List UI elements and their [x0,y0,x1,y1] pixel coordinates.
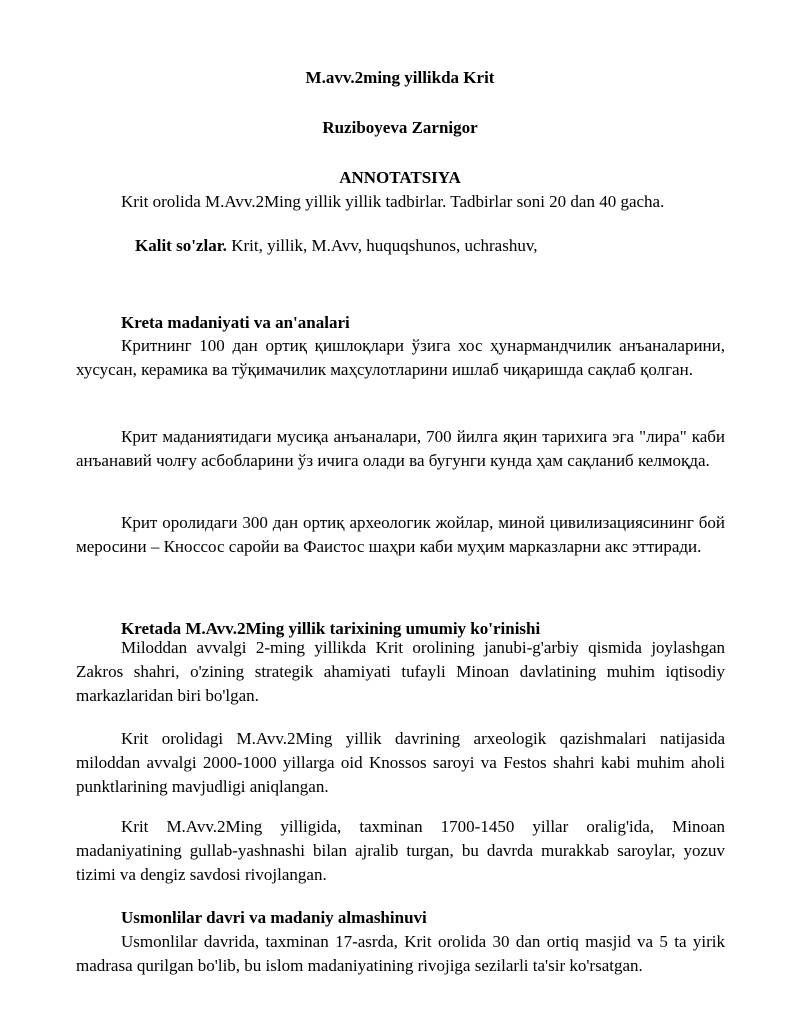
paragraph: Krit M.Avv.2Ming yilligida, taxminan 1700-1450 yillar oralig'ida, Minoan madaniyatining gullab-yashnashi bilan ajralib turgan, bu davrda murakkab saroylar, yozuv tizimi va dengiz savdosi rivojlangan. [76,817,725,885]
paragraph: Usmonlilar davrida, taxminan 17-asrda, Krit orolida 30 dan ortiq masjid va 5 ta yirik madrasa qurilgan bo'lib, bu islom madaniyatining rivojiga sezilarli ta'sir ko'rsatgan. [76,932,725,976]
paragraph: Miloddan avvalgi 2-ming yillikda Krit orolining janubi-g'arbiy qismida joylashgan Zakros shahri, o'zining strategik ahamiyati tufayli Minoan davlatining muhim iqtisodiy markazlaridan biri bo'lgan. [76,638,725,706]
section-heading-ottoman: Usmonlilar davri va madaniy almashinuvi [121,908,427,927]
annotation-heading: ANNOTATSIYA [339,168,461,187]
keywords-label: Kalit so'zlar. [135,236,227,255]
annotation-text: Krit orolida M.Avv.2Ming yillik yillik tadbirlar. Tadbirlar soni 20 dan 40 gacha. [121,192,665,211]
paragraph: Критнинг 100 дан ортиқ қишлоқлари ўзига хос ҳунармандчилик анъаналарини, хусусан, керамика ва тўқимачилик маҳсулотларини ишлаб чиқаришда сақлаб қолган. [76,336,725,380]
section-heading-culture: Kreta madaniyati va an'analari [121,313,350,332]
paragraph: Крит маданиятидаги мусиқа анъаналари, 700 йилга яқин тарихига эга "лира" каби анъанавий чолғу асбобларини ўз ичига олади ва бугунги кунда ҳам сақланиб келмоқда. [76,427,725,471]
section-heading-history: Kretada M.Avv.2Ming yillik tarixining umumiy ko'rinishi [121,619,541,638]
keywords-line [135,236,538,256]
document-author: Ruziboyeva Zarnigor [322,118,478,137]
document-title: M.avv.2ming yillikda Krit [305,68,495,87]
keywords-text: Krit, yillik, M.Avv, huquqshunos, uchrashuv, [226,236,538,255]
paragraph: Крит оролидаги 300 дан ортиқ археологик жойлар, миной цивилизациясининг бой меросини – Кноссос саройи ва Фаистос шаҳри каби муҳим марказларни акс эттиради. [76,513,725,557]
paragraph: Krit orolidagi M.Avv.2Ming yillik davrining arxeologik qazishmalari natijasida miloddan avvalgi 2000-1000 yillarga oid Knossos saroyi va Festos shahri kabi muhim aholi punktlarining mavjudligi aniqlangan. [76,729,725,797]
